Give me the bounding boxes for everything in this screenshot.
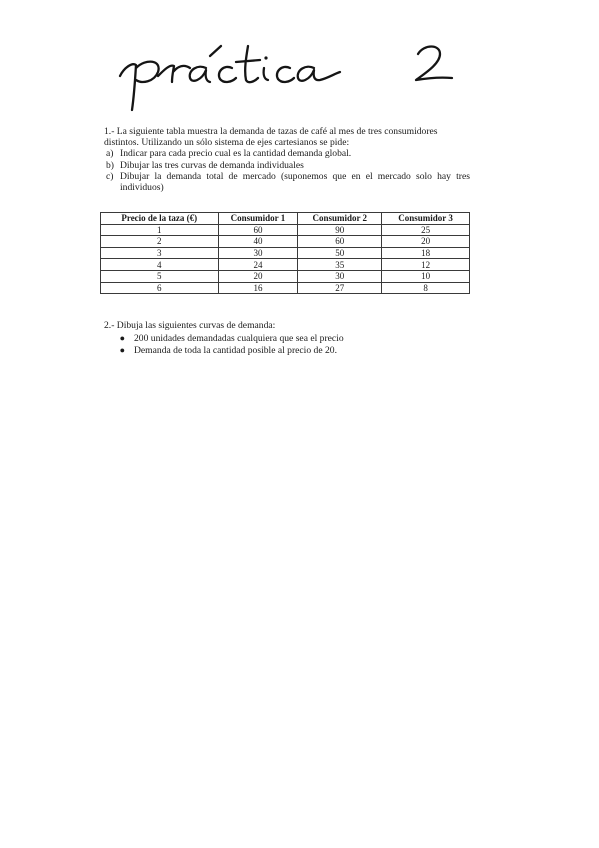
cell-consumer-3: 10 bbox=[382, 270, 470, 282]
title-number-2 bbox=[416, 47, 452, 81]
bullet-text: 200 unidades demandadas cualquiera que sea el precio bbox=[134, 333, 344, 345]
handwritten-title bbox=[118, 32, 468, 114]
cell-price: 2 bbox=[101, 236, 219, 248]
list-item bbox=[104, 333, 470, 344]
cell-consumer-3: 20 bbox=[382, 236, 470, 248]
header-consumer-3: Consumidor 3 bbox=[382, 213, 470, 225]
cell-consumer-3: 12 bbox=[382, 259, 470, 271]
title-letter-c2 bbox=[277, 67, 294, 82]
cell-consumer-1: 60 bbox=[218, 224, 298, 236]
task-item bbox=[104, 160, 470, 171]
table-row bbox=[101, 270, 470, 282]
exercise-2-intro: 2.- Dibuja las siguientes curvas de demanda: bbox=[104, 320, 276, 331]
task-text: Indicar para cada precio cual es la cantidad demanda global. bbox=[120, 148, 352, 160]
table-row bbox=[101, 236, 470, 248]
table-header-row bbox=[101, 213, 470, 225]
title-letter-t bbox=[236, 46, 260, 82]
table-row bbox=[101, 259, 470, 271]
title-letter-a2 bbox=[298, 67, 340, 81]
header-price: Precio de la taza (€) bbox=[101, 213, 219, 225]
cell-consumer-2: 90 bbox=[298, 224, 382, 236]
cell-price: 6 bbox=[101, 282, 219, 294]
cell-consumer-3: 18 bbox=[382, 247, 470, 259]
task-marker: a) bbox=[106, 148, 114, 160]
title-letter-p bbox=[120, 62, 159, 110]
bullet-text: Demanda de toda la cantidad posible al precio de 20. bbox=[134, 344, 337, 356]
cell-consumer-1: 30 bbox=[218, 247, 298, 259]
task-item bbox=[104, 148, 470, 159]
title-letter-a bbox=[190, 67, 210, 82]
exercise-1 bbox=[104, 126, 470, 193]
task-item bbox=[104, 171, 470, 193]
cell-consumer-1: 20 bbox=[218, 270, 298, 282]
demand-table bbox=[100, 212, 470, 294]
header-consumer-2: Consumidor 2 bbox=[298, 213, 382, 225]
table-row bbox=[101, 247, 470, 259]
handwritten-title-drawing bbox=[118, 32, 468, 114]
cell-consumer-2: 50 bbox=[298, 247, 382, 259]
cell-price: 1 bbox=[101, 224, 219, 236]
title-letter-i bbox=[264, 68, 268, 80]
cell-price: 5 bbox=[101, 270, 219, 282]
cell-price: 3 bbox=[101, 247, 219, 259]
bullet-icon: ● bbox=[119, 333, 125, 344]
cell-consumer-3: 8 bbox=[382, 282, 470, 294]
exercise-1-tasks bbox=[104, 148, 470, 193]
table-row bbox=[101, 224, 470, 236]
cell-price: 4 bbox=[101, 259, 219, 271]
task-marker: c) bbox=[106, 170, 114, 182]
cell-consumer-3: 25 bbox=[382, 224, 470, 236]
cell-consumer-2: 35 bbox=[298, 259, 382, 271]
title-accent bbox=[210, 46, 221, 56]
table-row bbox=[101, 282, 470, 294]
task-text: Dibujar la demanda total de mercado (suponemos que en el mercado solo hay tres individuos) bbox=[120, 170, 470, 194]
bullet-icon: ● bbox=[119, 344, 125, 355]
exercise-2-bullets bbox=[104, 333, 470, 356]
task-text: Dibujar las tres curvas de demanda individuales bbox=[120, 159, 304, 171]
cell-consumer-1: 40 bbox=[218, 236, 298, 248]
task-marker: b) bbox=[106, 159, 114, 171]
cell-consumer-2: 60 bbox=[298, 236, 382, 248]
cell-consumer-2: 27 bbox=[298, 282, 382, 294]
title-dot-i bbox=[264, 56, 267, 59]
list-item bbox=[104, 345, 470, 356]
exercise-2 bbox=[104, 320, 470, 356]
title-letter-c bbox=[219, 67, 236, 82]
header-consumer-1: Consumidor 1 bbox=[218, 213, 298, 225]
cell-consumer-2: 30 bbox=[298, 270, 382, 282]
cell-consumer-1: 24 bbox=[218, 259, 298, 271]
cell-consumer-1: 16 bbox=[218, 282, 298, 294]
exercise-1-intro: 1.- La siguiente tabla muestra la demanda de tazas de café al mes de tres consumidores distintos. Utilizando un sólo sistema de ejes cartesianos se pide: bbox=[104, 126, 438, 149]
title-letter-r bbox=[158, 66, 190, 82]
